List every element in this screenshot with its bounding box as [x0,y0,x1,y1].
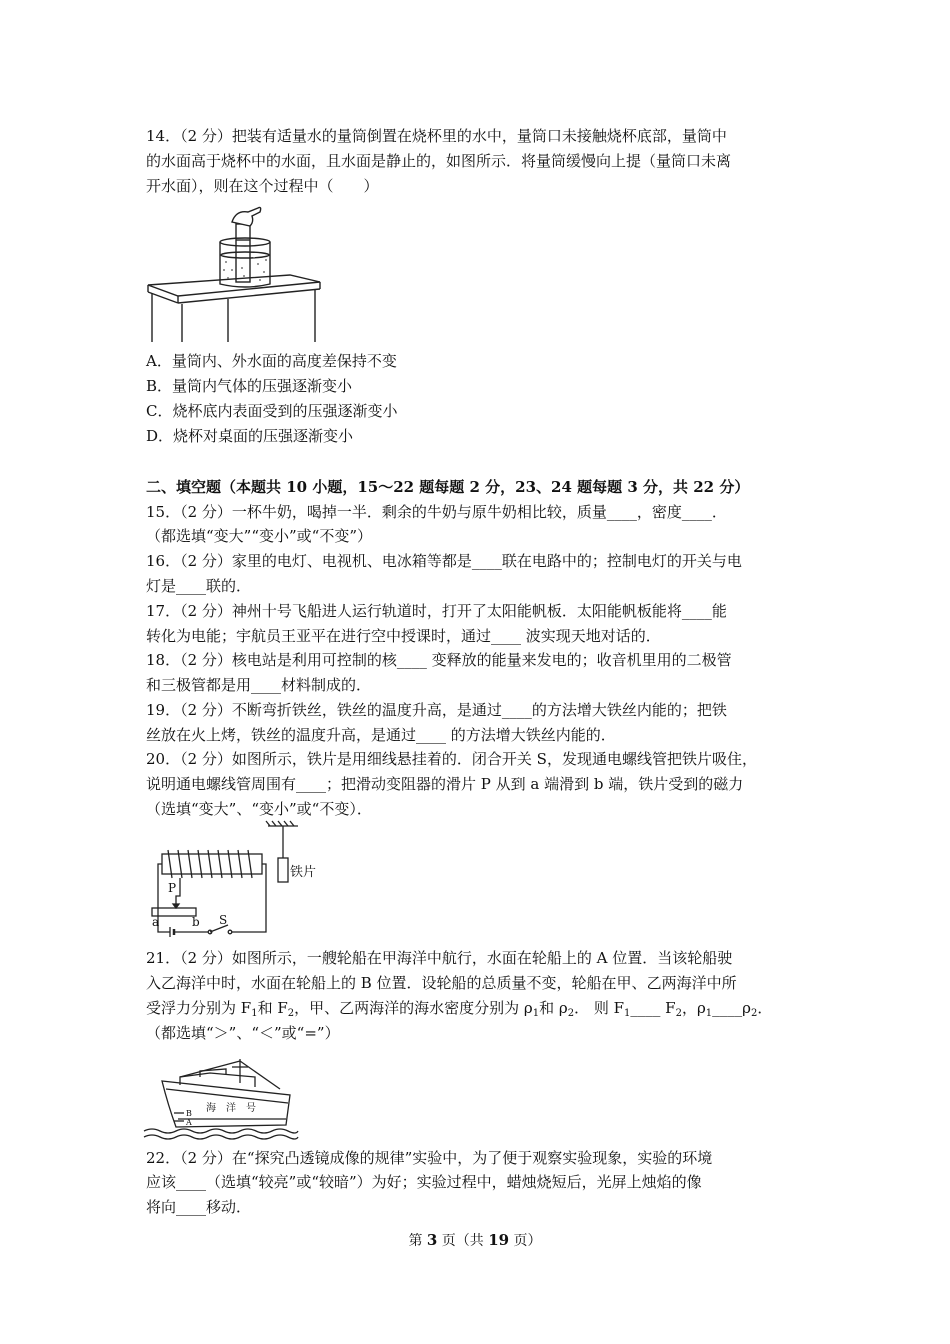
footer-page: 3 [426,1231,438,1249]
q14-option-d: D．烧杯对桌面的压强逐渐变小 [146,427,354,445]
q14-figure-beaker [140,200,330,345]
b-label: b [192,915,200,929]
q19-line-2: 丝放在火上烤，铁丝的温度升高，是通过____ 的方法增大铁丝内能的． [146,726,616,744]
q21-l3d: 2 [287,1008,295,1019]
q21-l3l: 2 [675,1008,682,1019]
q20-line-2: 说明通电螺线管周围有____；把滑动变阻器的滑片 P 从到 a 端滑到 b 端，铁片受到的磁力 [146,775,744,793]
s-label: S [219,913,228,927]
q21-l3i: ． 则 F [574,999,625,1017]
iron-label: 铁片 [290,865,317,880]
q20-figure-circuit [140,820,340,945]
q21-l3q: ． [757,999,773,1017]
q14-option-b: B．量筒内气体的压强逐渐变小 [146,377,353,395]
q14-option-a: A．量筒内、外水面的高度差保持不变 [146,352,397,370]
q21-l3f: 1 [532,1008,540,1019]
q18-line-1: 18．（2 分）核电站是利用可控制的核____ 变释放的能量来发电的；收音机里用的二极管 [146,651,732,669]
q21-l3h: 2 [567,1008,575,1019]
q14-option-c: C．烧杯底内表面受到的压强逐渐变小 [146,402,398,420]
q22-line-2: 应该____（选填“较亮”或“较暗”）为好；实验过程中，蜡烛烧短后，光屏上烛焰的像 [146,1173,702,1191]
q21-line-3 [146,998,772,1018]
q21-line-2: 入乙海洋中时，水面在轮船上的 B 位置．设轮船的总质量不变，轮船在甲、乙两海洋中所 [146,974,737,992]
q16-line-2: 灯是____联的． [146,577,252,595]
q21-l3n: 1 [705,1008,713,1019]
q15-line-2: （都选填“变大”“变小”或“不变”） [146,527,373,545]
q21-figure-ship [140,1055,300,1140]
ship-name: 海 洋 号 [206,1103,256,1114]
q22-line-1: 22．（2 分）在“探究凸透镜成像的规律”实验中，为了便于观察实验现象，实验的环境 [146,1149,713,1167]
footer-total: 19 [488,1231,510,1249]
q21-l3o: ____ρ [712,999,751,1017]
q18-line-2: 和三极管都是用____材料制成的． [146,676,372,694]
q16-line-1: 16．（2 分）家里的电灯、电视机、电冰箱等都是____联在电路中的；控制电灯的开关与电 [146,552,742,570]
q14-line-1: 14．（2 分）把装有适量水的量筒倒置在烧杯里的水中，量筒口未接触烧杯底部，量筒中 [146,127,727,145]
q21-l3j: 1 [624,1008,631,1019]
ship-a-label: A [186,1118,192,1127]
footer-pre: 第 [408,1233,427,1249]
q17-line-1: 17．（2 分）神州十号飞船进人运行轨道时，打开了太阳能帆板．太阳能帆板能将____能 [146,602,727,620]
q21-l3a: 受浮力分别为 F [146,999,252,1017]
q20-line-1: 20．（2 分）如图所示，铁片是用细线悬挂着的．闭合开关 S，发现通电螺线管把铁片吸住， [146,750,757,768]
q21-l3m: ，ρ [681,999,706,1017]
q14-line-2: 的水面高于烧杯中的水面，且水面是静止的，如图所示．将量筒缓慢向上提（量筒口未离 [146,152,732,170]
q21-l3k: ____ F [630,999,676,1017]
p-label: P [168,881,177,895]
a-label: a [152,915,160,929]
ship-b-label: B [186,1109,192,1118]
q14-line-3: 开水面），则在这个过程中（ ） [146,177,379,195]
q21-l3p: 2 [750,1008,758,1019]
q22-line-3: 将向____移动． [146,1198,252,1216]
q15-line-1: 15．（2 分）一杯牛奶，喝掉一半．剩余的牛奶与原牛奶相比较，质量____，密度____． [146,503,727,521]
section-heading: 二、填空题（本题共 10 小题，15～22 题每题 2 分，23、24 题每题 3 分，共 22 分） [146,478,750,496]
q20-line-3: （选填“变大”、“变小”或“不变）． [146,800,372,818]
q21-l3e: ，甲、乙两海洋的海水密度分别为 ρ [294,999,533,1017]
q21-l3c: 和 F [257,999,288,1017]
page-footer [0,1230,950,1251]
q21-line-4: （都选填“＞”、“＜”或“=”） [146,1024,340,1042]
q17-line-2: 转化为电能；宇航员王亚平在进行空中授课时，通过____ 波实现天地对话的． [146,627,661,645]
q21-l3b: 1 [251,1008,258,1019]
footer-mid: 页（共 [437,1233,489,1249]
q21-l3g: 和 ρ [539,999,568,1017]
q21-line-1: 21．（2 分）如图所示，一艘轮船在甲海洋中航行，水面在轮船上的 A 位置．当该轮船驶 [146,949,733,967]
q19-line-1: 19．（2 分）不断弯折铁丝，铁丝的温度升高，是通过____的方法增大铁丝内能的；把铁 [146,701,727,719]
footer-post: 页） [509,1233,542,1249]
